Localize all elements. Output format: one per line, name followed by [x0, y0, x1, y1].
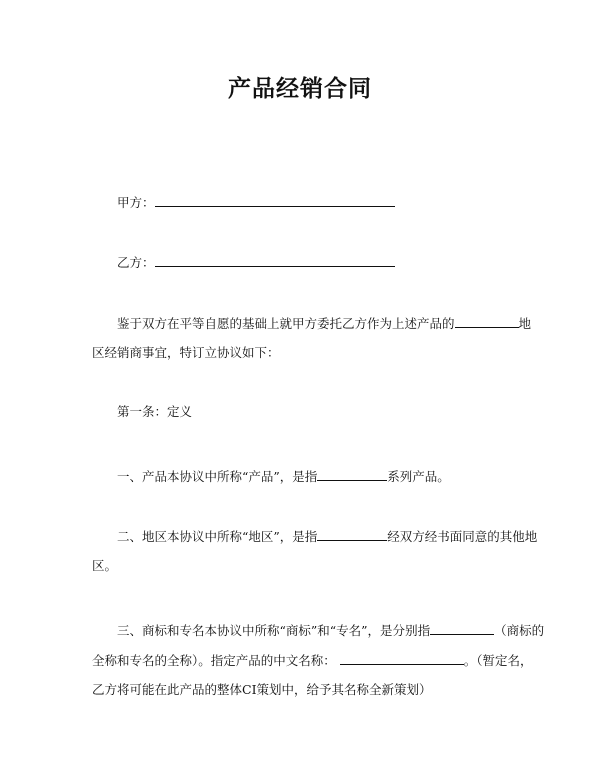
party-a-label: 甲方：	[117, 195, 155, 210]
party-b-blank	[155, 254, 395, 267]
party-a-blank	[155, 194, 395, 207]
intro-text-3: 区经销商事宜，特订立协议如下：	[92, 345, 280, 360]
clause-3-text-3: 全称和专名的全称）。指定产品的中文名称：	[92, 653, 336, 668]
party-a-line	[117, 194, 395, 211]
clause-2-line-1	[117, 528, 537, 545]
clause-3-text-1: 三、商标和专名本协议中所称“商标”和“专名”，是分别指	[117, 623, 431, 638]
clause-3-text-4: 。（暂定名，	[463, 653, 533, 668]
party-b-label: 乙方：	[117, 255, 155, 270]
clause-1-line	[117, 468, 450, 485]
clause-2-text-2: 经双方经书面同意的其他地	[387, 529, 538, 544]
clause-3-line-1	[117, 622, 544, 639]
document-title: 产品经销合同	[228, 76, 372, 102]
clause-2-text-1: 二、地区本协议中所称“地区”，是指	[117, 529, 318, 544]
region-area-blank	[317, 528, 387, 541]
clause-3-line-2	[92, 652, 533, 669]
party-b-line	[117, 254, 395, 271]
intro-text-1: 鉴于双方在平等自愿的基础上就甲方委托乙方作为上述产品的	[117, 316, 455, 331]
product-series-blank	[317, 468, 387, 481]
intro-line-2	[92, 345, 280, 361]
clause-1-text-2: 系列产品。	[387, 469, 450, 484]
clause-3-text-2: （商标的	[494, 623, 545, 638]
intro-text-2: 地	[518, 316, 532, 331]
clause-3-line-3: 乙方将可能在此产品的整体CI策划中，给予其名称全新策划）	[92, 682, 432, 697]
intro-line-1	[117, 315, 531, 332]
clause-2-line-2: 区。	[92, 558, 118, 573]
chinese-name-blank	[340, 652, 464, 665]
article-1-heading: 第一条：定义	[117, 404, 193, 419]
region-blank	[455, 315, 519, 328]
trademark-blank	[430, 622, 494, 635]
clause-1-text-1: 一、产品本协议中所称“产品”，是指	[117, 469, 318, 484]
